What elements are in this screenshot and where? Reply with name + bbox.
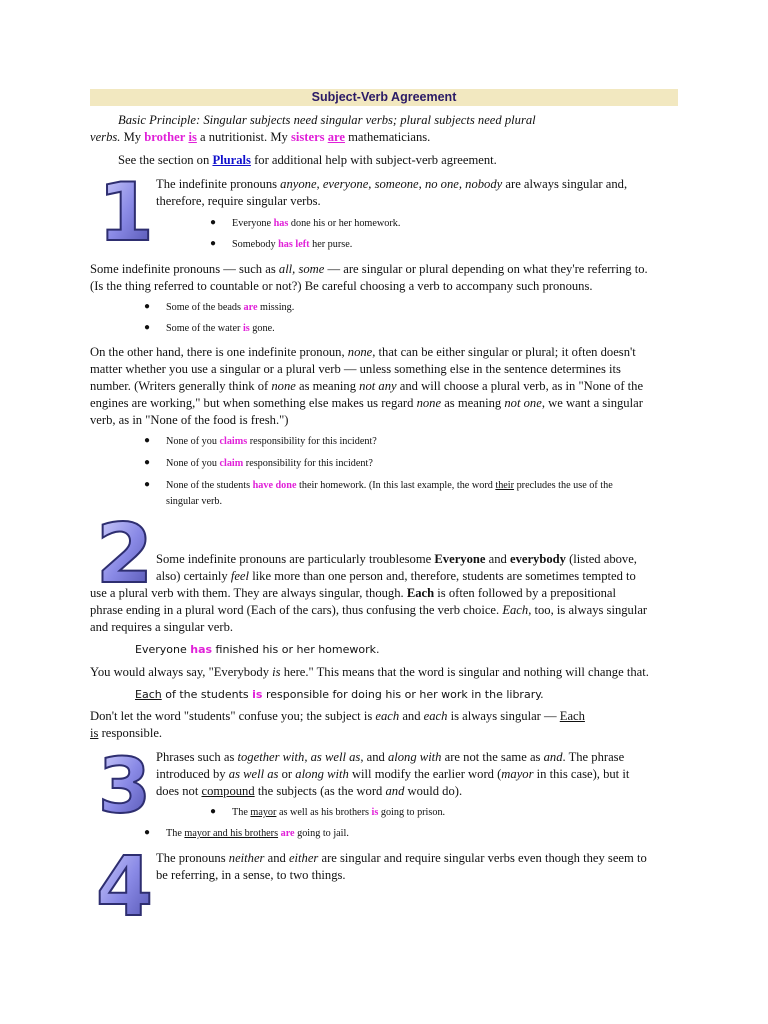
rule2-example-1: Everyone has finished his or her homework. bbox=[135, 643, 380, 656]
principle-line1: Basic Principle: Singular subjects need singular verbs; plural subjects need plural bbox=[118, 113, 536, 127]
principle-line2: verbs. My brother is a nutritionist. My sisters are mathematicians. bbox=[90, 130, 431, 144]
rule1-line1: The indefinite pronouns anyone, everyone, someone, no one, nobody are always singular and, bbox=[156, 177, 628, 191]
none-bullet-3-line2: singular verb. bbox=[166, 496, 223, 507]
bullet-dot: ● bbox=[144, 322, 151, 333]
rule2-line4: phrase ending in a plural word (Each of the cars), thus confusing the verb choice. Each, too, is always singular bbox=[90, 603, 648, 617]
rule4-line1: The pronouns neither and either are singular and require singular verbs even though they seem to bbox=[156, 851, 647, 865]
rule1-line2: therefore, require singular verbs. bbox=[156, 194, 321, 208]
none-para-line3: number. (Writers generally think of none as meaning not any and will choose a plural verb, as in "None of the bbox=[90, 379, 644, 393]
bullet-dot: ● bbox=[144, 479, 151, 490]
bullet-dot: ● bbox=[144, 301, 151, 312]
see-plurals-line: See the section on Plurals for additional help with subject-verb agreement. bbox=[118, 153, 497, 167]
some-para-line2: (Is the thing referred to countable or not?) Be careful choosing a verb to accompany such pronouns. bbox=[90, 279, 593, 293]
none-para-line1: On the other hand, there is one indefinite pronoun, none, that can be either singular or plural; it often doesn't bbox=[90, 345, 636, 359]
some-para-line1: Some indefinite pronouns — such as all, some — are singular or plural depending on what they're referring to. bbox=[90, 262, 648, 276]
rule2-line5: and requires a singular verb. bbox=[90, 620, 234, 634]
numeral-3-graphic bbox=[96, 741, 152, 830]
rule2-line2: also) certainly feel like more than one person and, therefore, students are sometimes tempted to bbox=[156, 569, 636, 583]
bullet-dot: ● bbox=[210, 806, 217, 817]
numeral-1-graphic bbox=[94, 166, 154, 259]
rule1-bullet-2: Somebody has left her purse. bbox=[232, 239, 353, 250]
bullet-dot: ● bbox=[144, 457, 151, 468]
rule3-line3: does not compound the subjects (as the word and would do). bbox=[156, 784, 463, 798]
svg-text:4: 4 bbox=[96, 840, 154, 935]
rule3-line2: introduced by as well as or along with will modify the earlier word (mayor in this case), but it bbox=[156, 767, 630, 781]
svg-text:1: 1 bbox=[98, 166, 154, 259]
bullet-dot: ● bbox=[210, 238, 217, 249]
svg-text:2: 2 bbox=[96, 507, 154, 602]
rule2-line1: Some indefinite pronouns are particularly troublesome Everyone and everybody (listed above, bbox=[156, 552, 637, 566]
some-bullet-1: Some of the beads are missing. bbox=[166, 302, 295, 313]
none-para-line5: verb, as in "None of the food is fresh.") bbox=[90, 413, 289, 427]
rule3-bullet-2: The mayor and his brothers are going to jail. bbox=[166, 828, 349, 839]
numeral-2-graphic bbox=[94, 507, 154, 602]
title-bar bbox=[90, 89, 678, 106]
none-para-line4: engines are working," but when something else makes us regard none as meaning not one, we want a singular bbox=[90, 396, 643, 410]
some-bullet-2: Some of the water is gone. bbox=[166, 323, 275, 334]
svg-text:3: 3 bbox=[98, 741, 151, 830]
rule3-bullet-1: The mayor as well as his brothers is going to prison. bbox=[232, 807, 446, 818]
none-bullet-1: None of you claims responsibility for this incident? bbox=[166, 436, 377, 447]
plurals-link[interactable]: Plurals bbox=[212, 153, 251, 167]
rule2-dont-line1: Don't let the word "students" confuse you; the subject is each and each is always singular — Each bbox=[90, 709, 585, 723]
rule2-dont-line2: is responsible. bbox=[90, 726, 163, 740]
page-title: Subject-Verb Agreement bbox=[311, 90, 457, 104]
rule2-example-2: Each of the students is responsible for doing his or her work in the library. bbox=[135, 688, 544, 701]
rule3-line1: Phrases such as together with, as well as, and along with are not the same as and. The phrase bbox=[156, 750, 625, 764]
bullet-dot: ● bbox=[144, 827, 151, 838]
rule2-line3: use a plural verb with them. They are always singular, though. Each is often followed by a prepositional bbox=[90, 586, 617, 600]
none-para-line2: matter whether you use a singular or a plural verb — unless something else in the sentence determines its bbox=[90, 362, 621, 376]
none-bullet-3: None of the students have done their homework. (In this last example, the word their precludes the use of the bbox=[166, 480, 613, 491]
numeral-4-graphic bbox=[94, 840, 154, 935]
bullet-dot: ● bbox=[210, 217, 217, 228]
rule2-say-line: You would always say, "Everybody is here." This means that the word is singular and nothing will change that. bbox=[90, 665, 649, 679]
bullet-dot: ● bbox=[144, 435, 151, 446]
none-bullet-2: None of you claim responsibility for this incident? bbox=[166, 458, 373, 469]
rule4-line2: be referring, in a sense, to two things. bbox=[156, 868, 346, 882]
rule1-bullet-1: Everyone has done his or her homework. bbox=[232, 218, 401, 229]
